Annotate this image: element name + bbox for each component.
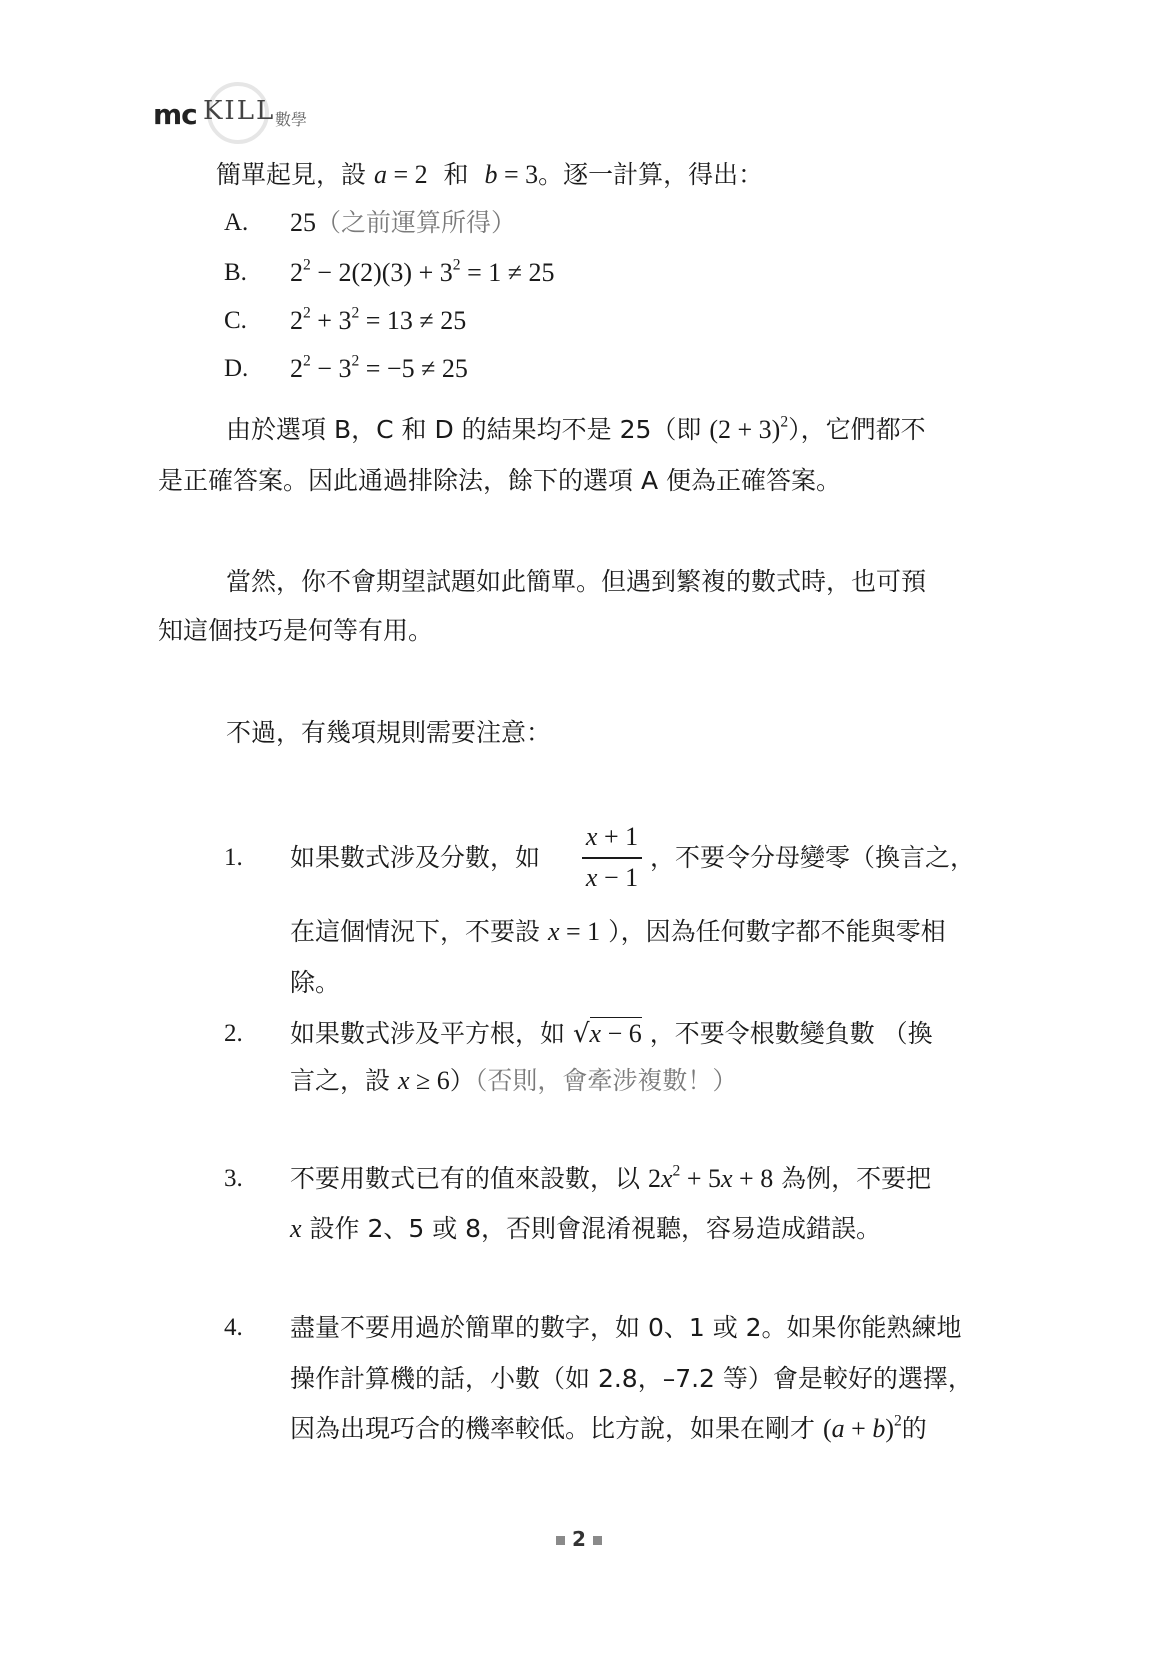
rule-3-number: 3. [224, 1165, 243, 1192]
rule-1-line-1a: 如果數式涉及分數，如 [290, 843, 541, 872]
rule-4-number: 4. [224, 1314, 243, 1341]
conclusion-line-2: 是正確答案。因此通過排除法，餘下的選項 A 便為正確答案。 [158, 466, 841, 495]
option-b-label: B. [224, 259, 247, 286]
rule-2-number: 2. [224, 1020, 243, 1047]
fraction-numerator: x + 1 [585, 822, 639, 851]
sqrt-expression: √x − 6 [572, 1019, 642, 1049]
fraction-bar [582, 857, 642, 859]
remark-line-2: 知這個技巧是何等有用。 [158, 616, 434, 645]
rule-2-line-1: 如果數式涉及平方根，如 √x − 6 ，不要令根數變負數 （換 [290, 1019, 933, 1049]
remark-line-1: 當然，你不會期望試題如此簡單。但遇到繁複的數式時，也可預 [226, 567, 927, 596]
option-a-content: 25（之前運算所得） [290, 208, 517, 237]
option-d-label: D. [224, 355, 249, 382]
option-c-label: C. [224, 307, 247, 334]
option-d-formula: $2^2 - 3^2 = -5 \ne 25$ [290, 352, 468, 383]
rule-1-line-2: 在這個情況下，不要設 x = 1 ），因為任何數字都不能與零相 [290, 917, 946, 946]
square-icon [556, 1536, 565, 1545]
square-icon [593, 1536, 602, 1545]
rule-1-line-3: 除。 [290, 968, 341, 997]
rules-intro: 不過，有幾項規則需要注意： [226, 718, 552, 747]
option-a-label: A. [224, 209, 249, 236]
logo-kill: KILL [203, 96, 276, 126]
page-number: 2 [556, 1527, 602, 1551]
option-b-formula: $2^2 - 2(2)(3) + 3^2 = 1 \ne 25$ [290, 256, 555, 287]
rule-4-line-3: 因為出現巧合的機率較低。比方說，如果在剛才 $(a + b)^2$的 [290, 1412, 927, 1443]
rule-1-line-1b: ，不要令分母變零（換言之， [650, 843, 976, 872]
rule-3-line-2: x 設作 2、5 或 8，否則會混淆視聽，容易造成錯誤。 [290, 1214, 882, 1243]
option-c-formula: $2^2 + 3^2 = 13 \ne 25$ [290, 304, 467, 335]
logo-subtitle: 數學 [275, 110, 308, 129]
rule-4-line-2: 操作計算機的話，小數（如 2.8，–7.2 等）會是較好的選擇， [290, 1364, 973, 1393]
rule-3-line-1: 不要用數式已有的值來設數，以 $2x^2 + 5x + 8$ 為例，不要把 [290, 1162, 932, 1193]
logo [153, 82, 353, 152]
intro-line: 簡單起見，設 a = 2 和 b = 3。逐一計算，得出： [216, 160, 764, 189]
fraction-denominator: x − 1 [585, 863, 639, 892]
rule-4-line-1: 盡量不要用過於簡單的數字，如 0、1 或 2。如果你能熟練地 [290, 1313, 962, 1342]
logo-mc: mc [153, 98, 197, 131]
conclusion-line-1: 由於選項 B，C 和 D 的結果均不是 25（即 $(2 + 3)^2$），它們都不 [226, 413, 926, 444]
rule-1-number: 1. [224, 844, 243, 871]
rule-2-line-2: 言之，設 x ≥ 6）（否則，會牽涉複數！） [290, 1066, 738, 1095]
